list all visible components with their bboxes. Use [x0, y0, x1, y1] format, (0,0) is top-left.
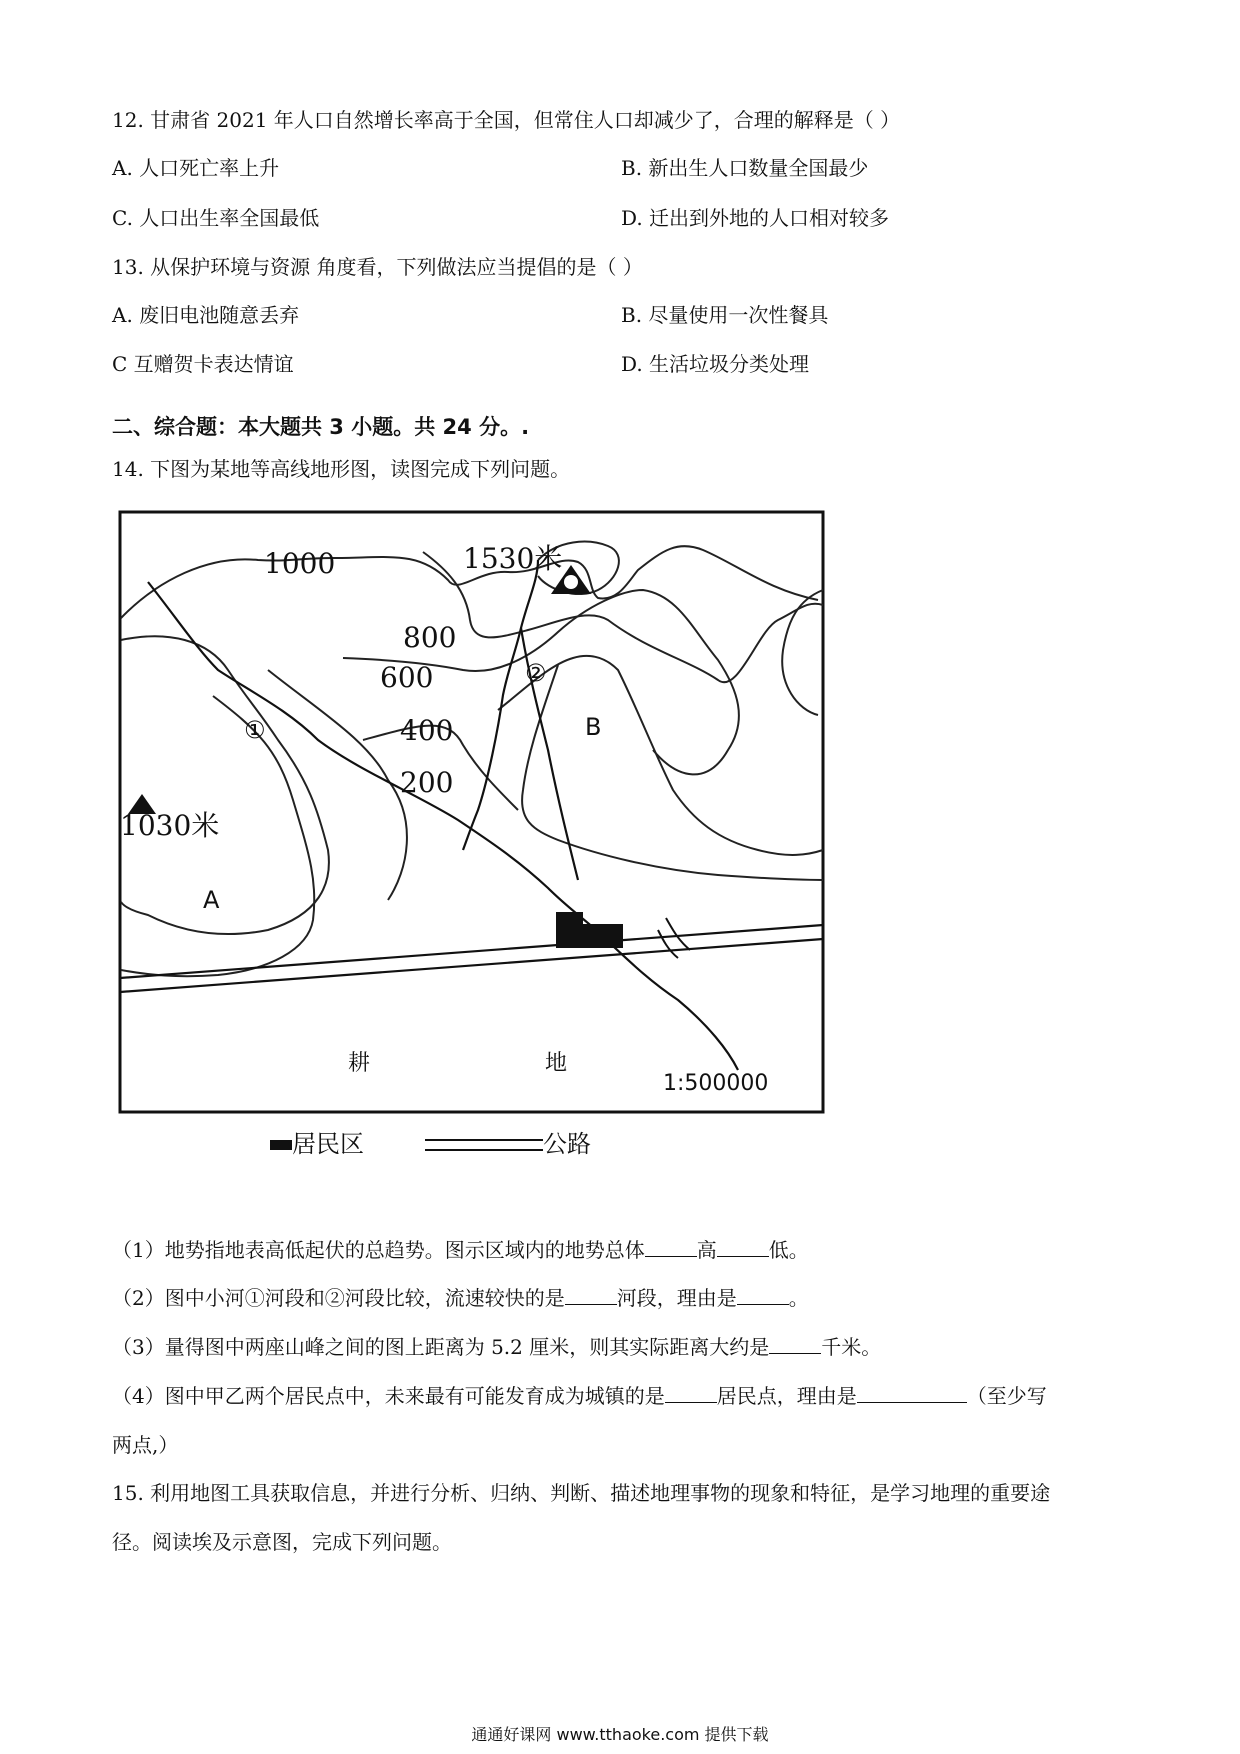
- q14-sub1: [112, 1236, 809, 1264]
- label-400: 400: [400, 714, 454, 747]
- q14-sub2-text-a: （2）图中小河①河段和②河段比较，流速较快的是: [112, 1286, 565, 1310]
- q14-sub2-blank-2[interactable]: [737, 1286, 789, 1305]
- label-peak-1030: 1030米: [120, 809, 220, 842]
- label-point-b: B: [585, 713, 602, 741]
- legend-road-label: 公路: [543, 1130, 591, 1158]
- label-200: 200: [400, 766, 454, 799]
- q14-sub4-continued: 两点,）: [112, 1433, 179, 1457]
- q14-sub4-blank-2[interactable]: [857, 1384, 967, 1403]
- q14-sub2-blank-1[interactable]: [565, 1286, 617, 1305]
- q14-sub1-text-c: 低。: [768, 1238, 809, 1262]
- q14-sub3: [112, 1333, 881, 1361]
- q14-sub3-blank-1[interactable]: [769, 1335, 821, 1354]
- q12-option-b: B. 新出生人口数量全国最少: [621, 156, 869, 180]
- label-farmland-1: 耕: [348, 1051, 371, 1076]
- q14-sub4-text-a: （4）图中甲乙两个居民点中，未来最有可能发育成为城镇的是: [112, 1384, 665, 1408]
- q13-option-d: D. 生活垃圾分类处理: [621, 352, 810, 376]
- label-peak-1530: 1530米: [463, 542, 563, 575]
- q14-sub1-blank-1[interactable]: [645, 1238, 697, 1257]
- q12-option-d: D. 迁出到外地的人口相对较多: [621, 206, 890, 230]
- label-1000: 1000: [264, 547, 336, 580]
- q13-stem: 13. 从保护环境与资源 角度看，下列做法应当提倡的是（ ）: [112, 255, 643, 279]
- q14-sub4-blank-1[interactable]: [665, 1384, 717, 1403]
- legend-road-swatch: [425, 1139, 543, 1151]
- q15-line-2: 径。阅读埃及示意图，完成下列问题。: [112, 1530, 452, 1554]
- legend-settlement-label: 居民区: [292, 1130, 364, 1158]
- label-point-2: ②: [525, 659, 547, 687]
- q14-stem: 14. 下图为某地等高线地形图，读图完成下列问题。: [112, 457, 571, 481]
- q14-sub3-text-b: 千米。: [821, 1335, 882, 1359]
- label-farmland-2: 地: [545, 1051, 568, 1076]
- label-600: 600: [380, 661, 434, 694]
- label-point-a: A: [203, 886, 220, 914]
- q14-sub1-text-b: 高: [696, 1238, 717, 1262]
- q15-line-1: 15. 利用地图工具获取信息，并进行分析、归纳、判断、描述地理事物的现象和特征，是学习地理的重要途: [112, 1481, 1051, 1505]
- q12-option-c: C. 人口出生率全国最低: [112, 206, 320, 230]
- legend-settlement: [270, 1124, 364, 1159]
- contour-map: [118, 510, 828, 1150]
- q12-option-a: A. 人口死亡率上升: [112, 156, 280, 180]
- q14-sub1-text-a: （1）地势指地表高低起伏的总趋势。图示区域内的地势总体: [112, 1238, 645, 1262]
- q14-sub2-text-c: 。: [788, 1286, 809, 1310]
- map-scale: 1:500000: [663, 1071, 769, 1096]
- q14-sub3-text-a: （3）量得图中两座山峰之间的图上距离为 5.2 厘米，则其实际距离大约是: [112, 1335, 770, 1359]
- q14-sub1-blank-2[interactable]: [717, 1238, 769, 1257]
- q14-sub4-text-c: （至少写: [966, 1384, 1047, 1408]
- label-point-1: ①: [244, 716, 266, 744]
- map-frame: [120, 512, 823, 1112]
- legend-settlement-swatch: [270, 1140, 292, 1150]
- q12-stem: 12. 甘肃省 2021 年人口自然增长率高于全国，但常住人口却减少了，合理的解释是（ ）: [112, 108, 901, 132]
- q14-sub4: [112, 1382, 1047, 1410]
- q13-option-b: B. 尽量使用一次性餐具: [621, 303, 829, 327]
- q13-option-c: C 互赠贺卡表达情谊: [112, 352, 294, 376]
- q14-sub4-text-b: 居民点，理由是: [716, 1384, 857, 1408]
- label-800: 800: [403, 621, 457, 654]
- section-2-heading: 二、综合题：本大题共 3 小题。共 24 分。.: [112, 415, 530, 439]
- q13-option-a: A. 废旧电池随意丢弃: [112, 303, 300, 327]
- legend-road: [425, 1124, 591, 1159]
- page-footer: 通通好课网 www.tthaoke.com 提供下载: [471, 1725, 769, 1744]
- q14-sub2: [112, 1284, 809, 1312]
- q14-sub2-text-b: 河段，理由是: [616, 1286, 737, 1310]
